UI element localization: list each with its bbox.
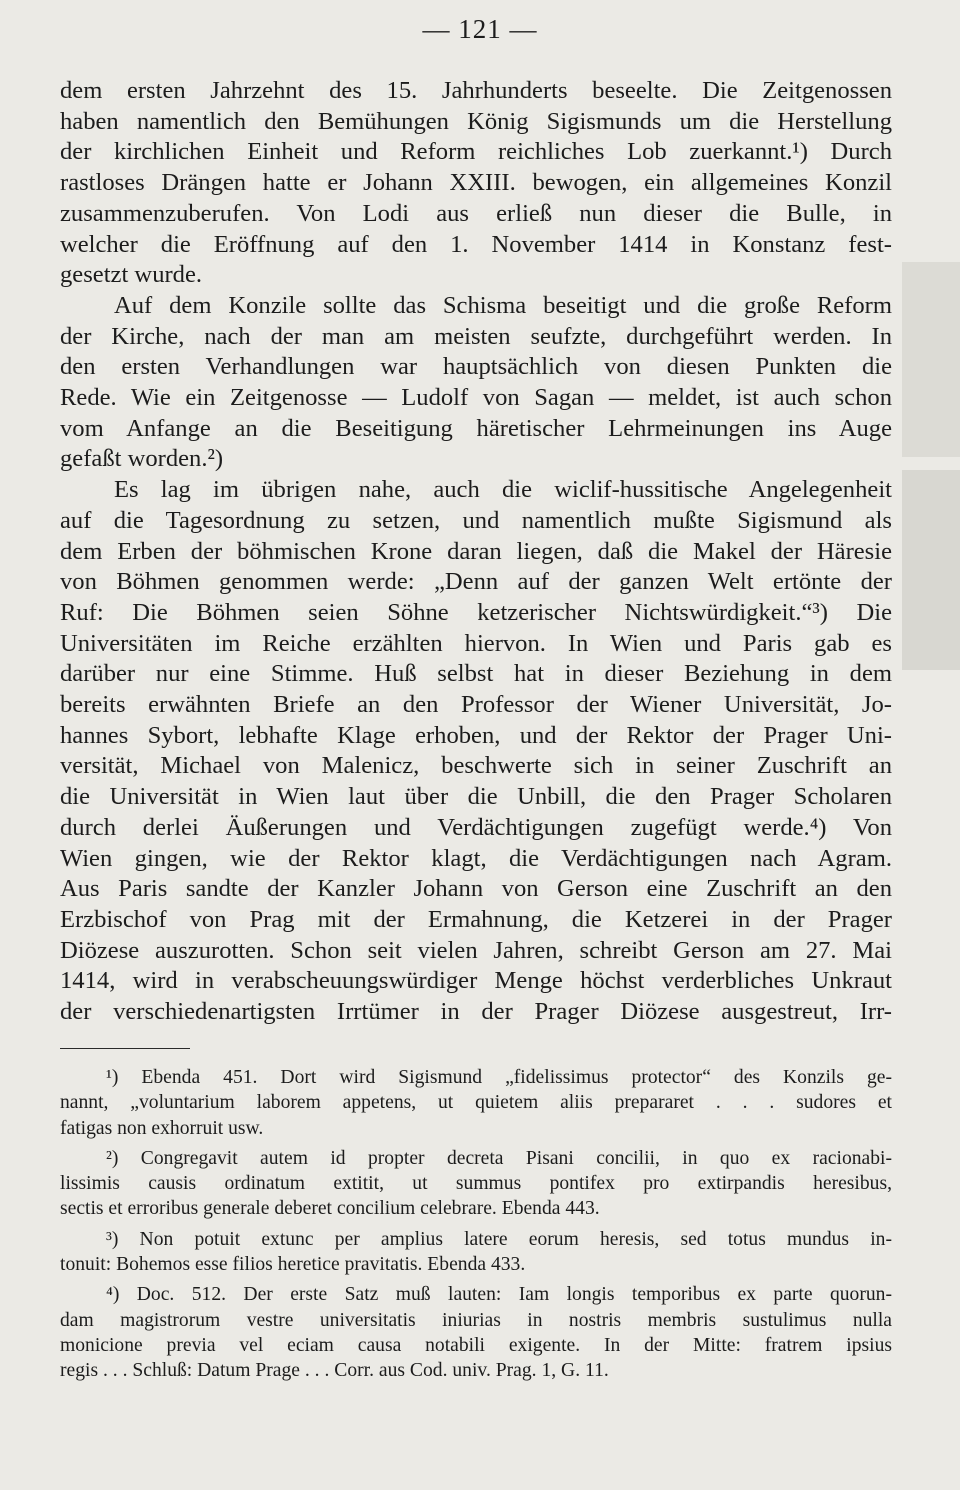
text-line: den ersten Verhandlungen war hauptsächlich von diesen Punkten die bbox=[60, 353, 892, 381]
footnote-4 bbox=[60, 1282, 892, 1383]
text-line: der Kirche, nach der man am meisten seufzte, durchgeführt werden. In bbox=[60, 322, 892, 350]
footnote-line: lissimis causis ordinatum extitit, ut summus pontifex pro extirpandis heresibus, bbox=[60, 1173, 892, 1195]
text-line: haben namentlich den Bemühungen König Sigismunds um die Herstellung bbox=[60, 107, 892, 135]
footnote-2 bbox=[60, 1146, 892, 1222]
text-line: darüber nur eine Stimme. Huß selbst hat in dieser Beziehung in dem bbox=[60, 660, 892, 688]
text-line: bereits erwähnten Briefe an den Professor der Wiener Universität, Jo- bbox=[60, 691, 892, 719]
footnote-line: fatigas non exhorruit usw. bbox=[60, 1117, 264, 1139]
paragraph bbox=[60, 475, 892, 1028]
text-line-content: Es lag im übrigen nahe, auch die wiclif-hussitische Angelegenheit bbox=[114, 476, 892, 504]
text-line: auf die Tagesordnung zu setzen, und namentlich mußte Sigismund als bbox=[60, 506, 892, 534]
text-line: Universitäten im Reiche erzählten hiervon. In Wien und Paris gab es bbox=[60, 629, 892, 657]
page-edge-shadow bbox=[902, 262, 960, 457]
text-line: gesetzt wurde. bbox=[60, 261, 203, 289]
footnote-line: dam magistrorum vestre universitatis iniurias in nostris membris sustulimus nulla bbox=[60, 1309, 892, 1331]
paragraph bbox=[60, 76, 892, 291]
text-line: Erzbischof von Prag mit der Ermahnung, die Ketzerei in der Prager bbox=[60, 905, 892, 933]
page-number: — 121 — bbox=[422, 14, 538, 44]
text-line: zusammenzuberufen. Von Lodi aus erließ nun dieser die Bulle, in bbox=[60, 199, 892, 227]
page-edge-shadow bbox=[902, 470, 960, 670]
footnote-line: ⁴) Doc. 512. Der erste Satz muß lauten: Iam longis temporibus ex parte quorun- bbox=[106, 1284, 892, 1306]
footnote-line: sectis et erroribus generale deberet concilium celebrare. Ebenda 443. bbox=[60, 1198, 600, 1220]
text-line: Rede. Wie ein Zeitgenosse — Ludolf von Sagan — meldet, ist auch schon bbox=[60, 384, 892, 412]
text-line: Ruf: Die Böhmen seien Söhne ketzerischer Nichtswürdigkeit.“³) Die bbox=[60, 598, 892, 626]
footnote-1 bbox=[60, 1065, 892, 1141]
text-line: der verschiedenartigsten Irrtümer in der Prager Diözese ausgestreut, Irr- bbox=[60, 998, 892, 1026]
paragraph bbox=[60, 291, 892, 475]
text-line: Wien gingen, wie der Rektor klagt, die Verdächtigungen nach Agram. bbox=[60, 844, 892, 872]
footnote-line: ³) Non potuit extunc per amplius latere eorum heresis, sed totus mundus in- bbox=[106, 1228, 892, 1250]
footnote-line: ¹) Ebenda 451. Dort wird Sigismund „fidelissimus protector“ des Konzils ge- bbox=[106, 1067, 892, 1088]
text-line: welcher die Eröffnung auf den 1. November 1414 in Konstanz fest- bbox=[60, 230, 892, 258]
text-line: dem ersten Jahrzehnt des 15. Jahrhunderts beseelte. Die Zeitgenossen bbox=[60, 77, 892, 104]
footnote-line: tonuit: Bohemos esse filios heretice pravitatis. Ebenda 433. bbox=[60, 1254, 526, 1276]
text-line: Aus Paris sandte der Kanzler Johann von Gerson eine Zuschrift an den bbox=[60, 875, 892, 903]
text-line: durch derlei Äußerungen und Verdächtigungen zugefügt werde.⁴) Von bbox=[60, 813, 892, 841]
text-line: Diözese auszurotten. Schon seit vielen Jahren, schreibt Gerson am 27. Mai bbox=[60, 936, 892, 964]
footnote-line: regis . . . Schluß: Datum Prage . . . Corr. aus Cod. univ. Prag. 1, G. 11. bbox=[60, 1360, 609, 1382]
text-line: der kirchlichen Einheit und Reform reichliches Lob zuerkannt.¹) Durch bbox=[60, 138, 892, 166]
text-line: hannes Sybort, lebhafte Klage erhoben, und der Rektor der Prager Uni- bbox=[60, 721, 892, 749]
footnote-3 bbox=[60, 1227, 892, 1278]
text-line: versität, Michael von Malenicz, beschwerte sich in seiner Zuschrift an bbox=[60, 752, 892, 780]
footnote-line: ²) Congregavit autem id propter decreta Pisani concilii, in quo ex racionabi- bbox=[106, 1147, 892, 1169]
text-line-content: Auf dem Konzile sollte das Schisma beseitigt und die große Reform bbox=[114, 291, 892, 319]
main-text bbox=[60, 76, 892, 1028]
text-line: vom Anfange an die Beseitigung häretischer Lehrmeinungen ins Auge bbox=[60, 414, 892, 442]
text-line: die Universität in Wien laut über die Unbill, die den Prager Scholaren bbox=[60, 783, 892, 811]
text-line: von Böhmen genommen werde: „Denn auf der ganzen Welt ertönte der bbox=[60, 568, 892, 596]
text-line: gefaßt worden.²) bbox=[60, 445, 224, 473]
footnote-line: monicione previa vel eciam causa notabili exigente. In der Mitte: fratrem ipsius bbox=[60, 1334, 892, 1356]
text-line bbox=[60, 475, 892, 506]
footnote-separator bbox=[60, 1048, 190, 1049]
text-line bbox=[60, 291, 892, 322]
text-line: rastloses Drängen hatte er Johann XXIII. bewogen, ein allgemeines Konzil bbox=[60, 169, 892, 197]
text-line: dem Erben der böhmischen Krone daran liegen, daß die Makel der Häresie bbox=[60, 537, 892, 565]
footnote-line: nannt, „voluntarium laborem appetens, ut quietem aliis prepararet . . . sudores et bbox=[60, 1092, 892, 1114]
footnotes bbox=[60, 1065, 892, 1389]
text-line: 1414, wird in verabscheuungswürdiger Menge höchst verderbliches Unkraut bbox=[60, 967, 892, 995]
